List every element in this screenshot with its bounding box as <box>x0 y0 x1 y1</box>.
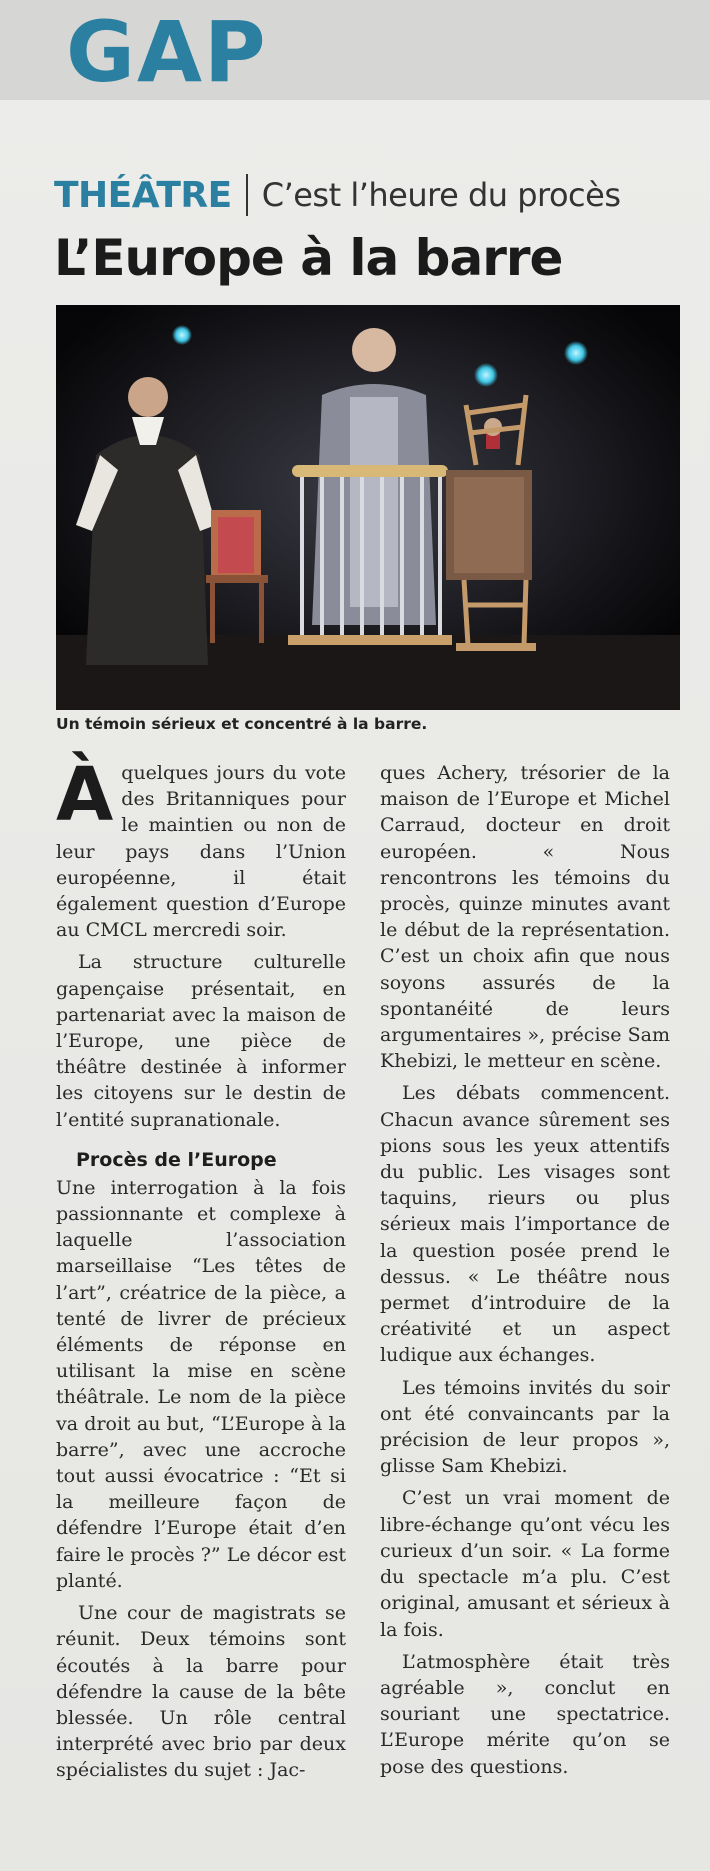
photo-caption: Un témoin sérieux et concentré à la barre. <box>56 715 428 733</box>
stage-photo-illustration <box>56 305 680 710</box>
article-subtitle: C’est l’heure du procès <box>261 176 621 214</box>
article-paragraph: Une interrogation à la fois passionnante et complexe à laquelle l’association marseillaise “Les têtes de l’art”, créatrice de la pièce, a tenté de livrer de précieux éléments de réponse en utilisant la mise en scène théâtrale. Le nom de la pièce va droit au but, “L’Europe à la barre”, avec une accroche tout aussi évocatrice : “Et si la meilleure façon de défendre l’Europe était d’en faire le procès ?” Le décor est planté. <box>56 1176 346 1592</box>
lead-paragraph <box>56 752 346 943</box>
town-name: GAP <box>66 3 268 101</box>
drop-cap: À <box>56 752 114 838</box>
article-paragraph: Une cour de magistrats se réunit. Deux témoins sont écoutés à la barre pour défendre la cause de la bête blessée. Un rôle central interprété avec brio par deux spécialistes du sujet : Jac- <box>56 1602 346 1782</box>
header-bar <box>0 0 710 100</box>
kicker <box>54 172 621 218</box>
article-subhead: Procès de l’Europe <box>76 1148 277 1171</box>
article-paragraph: L’atmosphère était très agréable », conclut en souriant une spectatrice. L’Europe mérite qu’on se pose des questions. <box>380 1650 670 1778</box>
article-paragraph: Les débats commencent. Chacun avance sûrement ses pions sous les yeux attentifs du public. Les visages sont taquins, rieurs ou plus sérieux mais l’importance de la question posée prend le dessus. « Le théâtre nous permet d’introduire de la créativité et un aspect ludique aux échanges. <box>380 1082 670 1367</box>
article-paragraph: ques Achery, trésorier de la maison de l’Europe et Michel Carraud, docteur en droit européen. « Nous rencontrons les témoins du procès, quinze minutes avant le début de la représentation. C’est un choix afin que nous soyons assurés de la spontanéité de leurs argumentaires », précise Sam Khebizi, le metteur en scène. <box>380 762 670 1073</box>
article-paragraph: La structure culturelle gapençaise présentait, en partenariat avec la maison de l’Europe, une pièce de théâtre destinée à informer les citoyens sur le destin de l’entité supranationale. <box>56 951 346 1131</box>
kicker-divider <box>246 174 248 216</box>
article-paragraph: C’est un vrai moment de libre-échange qu’ont vécu les curieux d’un soir. « La forme du spectacle m’a plu. C’est original, amusant et sérieux à la fois. <box>380 1487 670 1641</box>
article-column-left <box>56 752 346 1790</box>
section-label: THÉÂTRE <box>54 174 232 216</box>
lead-paragraph-text: quelques jours du vote des Britanniques pour le maintien ou non de leur pays dans l’Union européenne, il était également question d’Europe au CMCL mercredi soir. <box>56 762 346 942</box>
article-headline: L’Europe à la barre <box>54 229 563 287</box>
stage-photo <box>56 305 680 710</box>
article-paragraph: Les témoins invités du soir ont été convaincants par la précision de leur propos », glisse Sam Khebizi. <box>380 1376 670 1478</box>
article-column-right <box>380 760 670 1786</box>
